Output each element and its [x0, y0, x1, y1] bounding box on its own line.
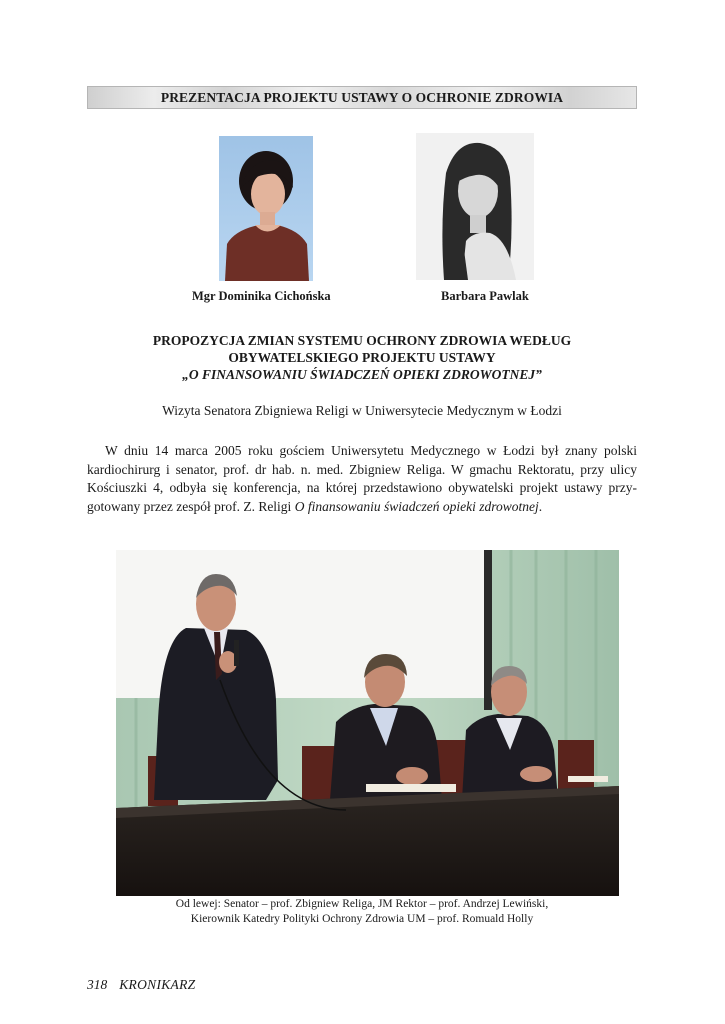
article-title-line1: PROPOZYCJA ZMIAN SYSTEMU OCHRONY ZDROWIA WEDŁUG: [152, 333, 572, 348]
body-line-end: .: [538, 498, 543, 514]
body-line: W dniu 14 marca 2005 roku gościem Uniwersytetu Medycznego w Łodzi był znany polski: [105, 443, 637, 458]
body-line-text: gotowany przez zespół prof. Z. Religi: [87, 498, 295, 514]
section-banner: [87, 86, 637, 109]
author-photo-cichonska: [219, 136, 313, 281]
section-title: PREZENTACJA PROJEKTU USTAWY O OCHRONIE ZDROWIA: [160, 90, 564, 105]
body-line: Kościuszki 4, odbyła się konferencja, na której przedstawiono obywatelski projekt ustawy przy-: [87, 480, 637, 495]
body-line: kardiochirurg i senator, prof. dr hab. n. med. Zbigniew Religa. W gmachu Rektoratu, przy ulicy: [87, 461, 637, 477]
article-title-line3: „O FINANSOWANIU ŚWIADCZEŃ OPIEKI ZDROWOTNEJ”: [182, 367, 542, 382]
article-subtitle: Wizyta Senatora Zbigniewa Religi w Uniwersytecie Medycznym w Łodzi: [162, 403, 562, 418]
article-title-line2: OBYWATELSKIEGO PROJEKTU USTAWY: [228, 350, 496, 365]
page-number: 318: [87, 977, 108, 992]
author-name-cichonska: Mgr Dominika Cichońska: [192, 289, 331, 303]
author-name-pawlak: Barbara Pawlak: [441, 289, 529, 303]
body-line: [87, 498, 637, 517]
law-title-italic: O finansowaniu świadczeń opieki zdrowotnej: [294, 498, 539, 514]
photo-caption-line1: Od lewej: Senator – prof. Zbigniew Religa, JM Rektor – prof. Andrzej Lewiński,: [175, 898, 549, 910]
page-footer: [87, 977, 195, 993]
body-paragraph: [87, 442, 637, 516]
conference-photo: [116, 550, 619, 896]
magazine-name: KRONIKARZ: [119, 977, 196, 992]
photo-caption-line2: Kierownik Katedry Polityki Ochrony Zdrowia UM – prof. Romuald Holly: [190, 913, 534, 925]
author-photo-pawlak: [416, 133, 534, 280]
